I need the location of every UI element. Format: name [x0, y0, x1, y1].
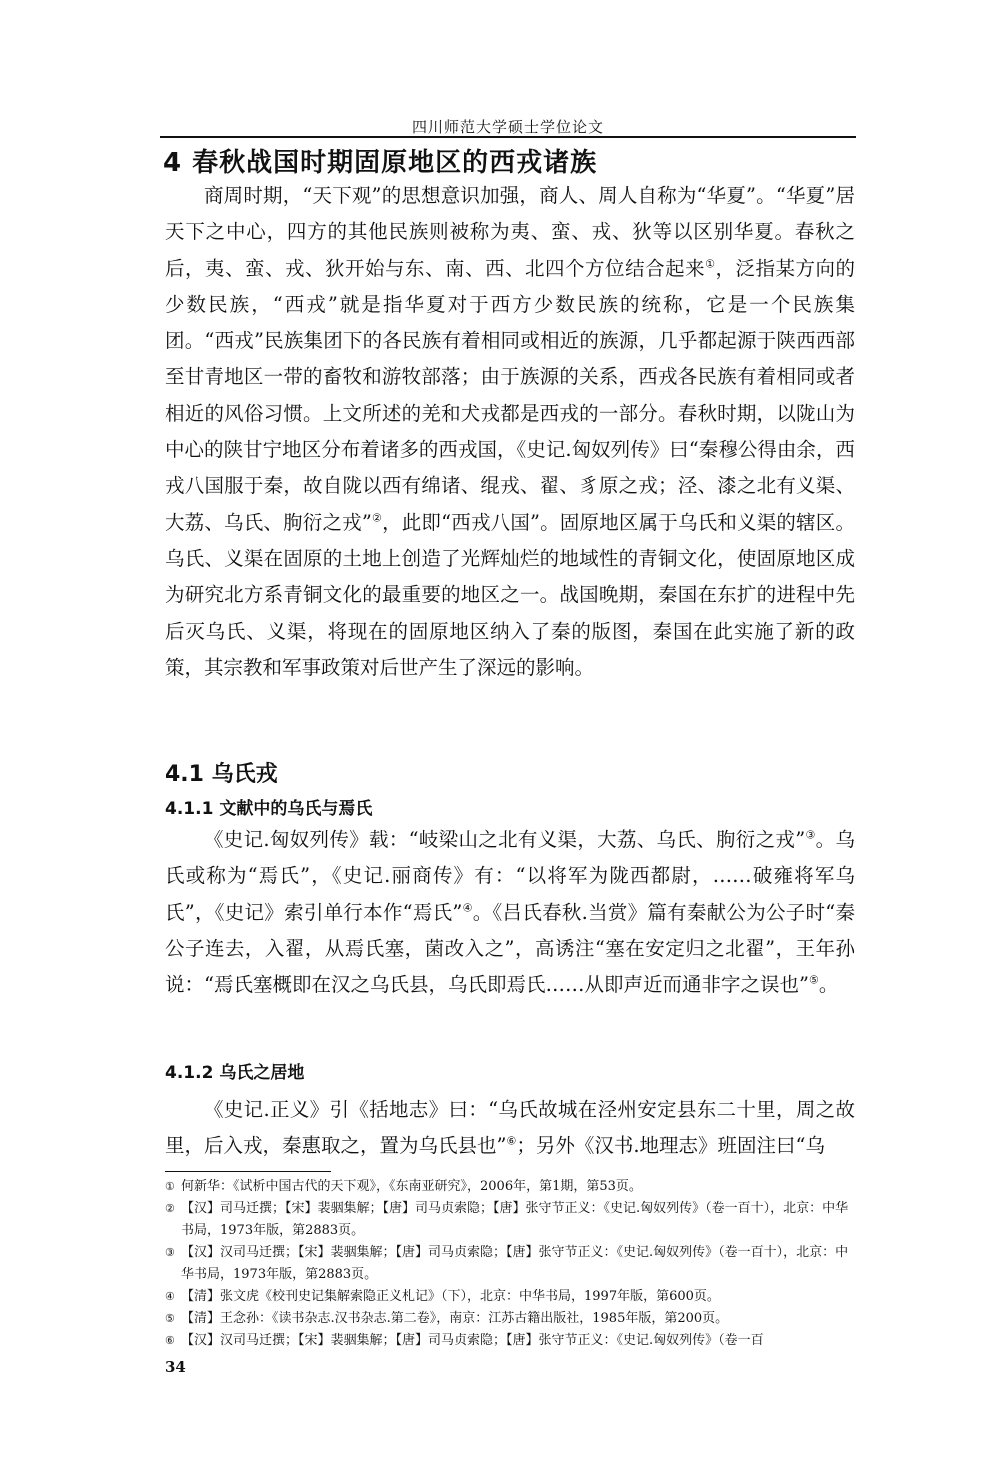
section-title: 4.1 乌氏戎 [165, 762, 278, 787]
subsection-paragraph [165, 1092, 855, 1165]
footnote-text: 【清】张文虎《校刊史记集解索隐正义札记》（下），北京：中华书局，1997年版，第600页。 [181, 1289, 720, 1304]
footnote-text: 【清】王念孙：《读书杂志.汉书杂志.第二卷》，南京：江苏古籍出版社，1985年版，第200页。 [181, 1311, 729, 1326]
footnote [165, 1308, 855, 1330]
text-run: ，此即“西戎八国”。固原地区属于乌氏和义渠的辖区。乌氏、义渠在固原的土地上创造了光辉灿烂的地域性的青铜文化，使固原地区成为研究北方系青铜文化的最重要的地区之一。战国晚期，秦国在东扩的进程中先后灭乌氏、义渠，将现在的固原地区纳入了秦的版图，秦国在此实施了新的政策，其宗教和军事政策对后世产生了深远的影响。 [165, 510, 855, 679]
text-run: 。《吕氏春秋.当赏》篇有秦献公为公子时“秦公子连去，入翟，从焉氏塞，菌改入之”，高诱注“塞在安定归之北翟”，王年孙说：“焉氏塞概即在汉之乌氏县，乌氏即焉氏……从即声近而通非字之误也” [165, 900, 855, 997]
subsection-paragraph [165, 822, 855, 1003]
footnote-mark: ③ [165, 1246, 175, 1259]
footnote-mark: ⑥ [165, 1334, 175, 1347]
footnote [165, 1242, 855, 1286]
footnote-mark: ⑤ [165, 1312, 175, 1325]
footnote-text: 【汉】司马迁撰；【宋】裴骃集解；【唐】司马贞索隐；【唐】张守节正义：《史记.匈奴列传》（卷一百十），北京：中华书局，1973年版，第2883页。 [181, 1201, 849, 1238]
footnote-ref[interactable]: ② [371, 511, 383, 525]
chapter-intro-paragraph [165, 178, 855, 686]
footnote [165, 1330, 855, 1352]
footnote-rule [165, 1171, 331, 1172]
subsection-title: 4.1.2 乌氏之居地 [165, 1063, 305, 1083]
footnote-mark: ① [165, 1180, 175, 1193]
footnote-mark: ② [165, 1202, 175, 1215]
footnote-ref[interactable]: ① [705, 257, 716, 271]
footnote-mark: ④ [165, 1290, 175, 1303]
footnote-text: 【汉】汉司马迁撰；【宋】裴骃集解；【唐】司马贞索隐；【唐】张守节正义：《史记.匈奴列传》（卷一百十），北京：中华书局，1973年版，第2883页。 [181, 1245, 849, 1282]
footnote-ref[interactable]: ③ [805, 828, 816, 842]
chapter-title: 4 春秋战国时期固原地区的西戎诸族 [163, 148, 598, 178]
footnote [165, 1198, 855, 1242]
text-run: ；另外《汉书.地理志》班固注曰“乌 [516, 1134, 826, 1158]
subsection-title: 4.1.1 文献中的乌氏与焉氏 [165, 799, 373, 819]
text-run: 。 [818, 973, 839, 997]
text-run: 《史记.正义》引《括地志》曰：“乌氏故城在泾州安定县东二十里，周之故里，后入戎，秦惠取之，置为乌氏县也” [165, 1098, 855, 1158]
footnote [165, 1176, 855, 1198]
page-number: 34 [165, 1358, 186, 1376]
text-run: 。乌氏或称为“焉氏”，《史记.丽商传》有：“以将军为陇西都尉，……破雍将军乌氏”，《史记》索引单行本作“焉氏” [165, 828, 855, 924]
footnotes [165, 1176, 855, 1352]
running-header: 四川师范大学硕士学位论文 [411, 118, 604, 136]
footnote-ref[interactable]: ⑤ [808, 973, 819, 987]
footnote [165, 1286, 855, 1308]
footnote-text: 何新华：《试析中国古代的天下观》，《东南亚研究》，2006年，第1期，第53页。 [181, 1179, 642, 1194]
footnote-ref[interactable]: ⑥ [506, 1134, 517, 1148]
text-run: ，泛指某方向的少数民族，“西戎”就是指华夏对于西方少数民族的统称，它是一个民族集团。“西戎”民族集团下的各民族有着相同或相近的族源，几乎都起源于陕西西部至甘青地区一带的畜牧和游牧部落；由于族源的关系，西戎各民族有着相同或者相近的风俗习惯。上文所述的羌和犬戎都是西戎的一部分。春秋时期，以陇山为中心的陕甘宁地区分布着诸多的西戎国，《史记.匈奴列传》曰“秦穆公得由余，西戎八国服于秦，故自陇以西有绵诸、绲戎、翟、豸原之戎；泾、漆之北有义渠、大荔、乌氏、朐衍之戎” [165, 256, 855, 534]
footnote-ref[interactable]: ④ [462, 901, 473, 915]
footnote-text: 【汉】汉司马迁撰；【宋】裴骃集解；【唐】司马贞索隐；【唐】张守节正义：《史记.匈奴列传》（卷一百 [181, 1333, 764, 1348]
text-run: 商周时期，“天下观”的思想意识加强，商人、周人自称为“华夏”。“华夏”居天下之中心，四方的其他民族则被称为夷、蛮、戎、狄等以区别华夏。春秋之后，夷、蛮、戎、狄开始与东、南、西、北四个方位结合起来 [165, 184, 855, 280]
header-rule [160, 136, 856, 138]
text-run: 《史记.匈奴列传》载：“岐梁山之北有义渠，大荔、乌氏、朐衍之戎” [204, 828, 806, 851]
